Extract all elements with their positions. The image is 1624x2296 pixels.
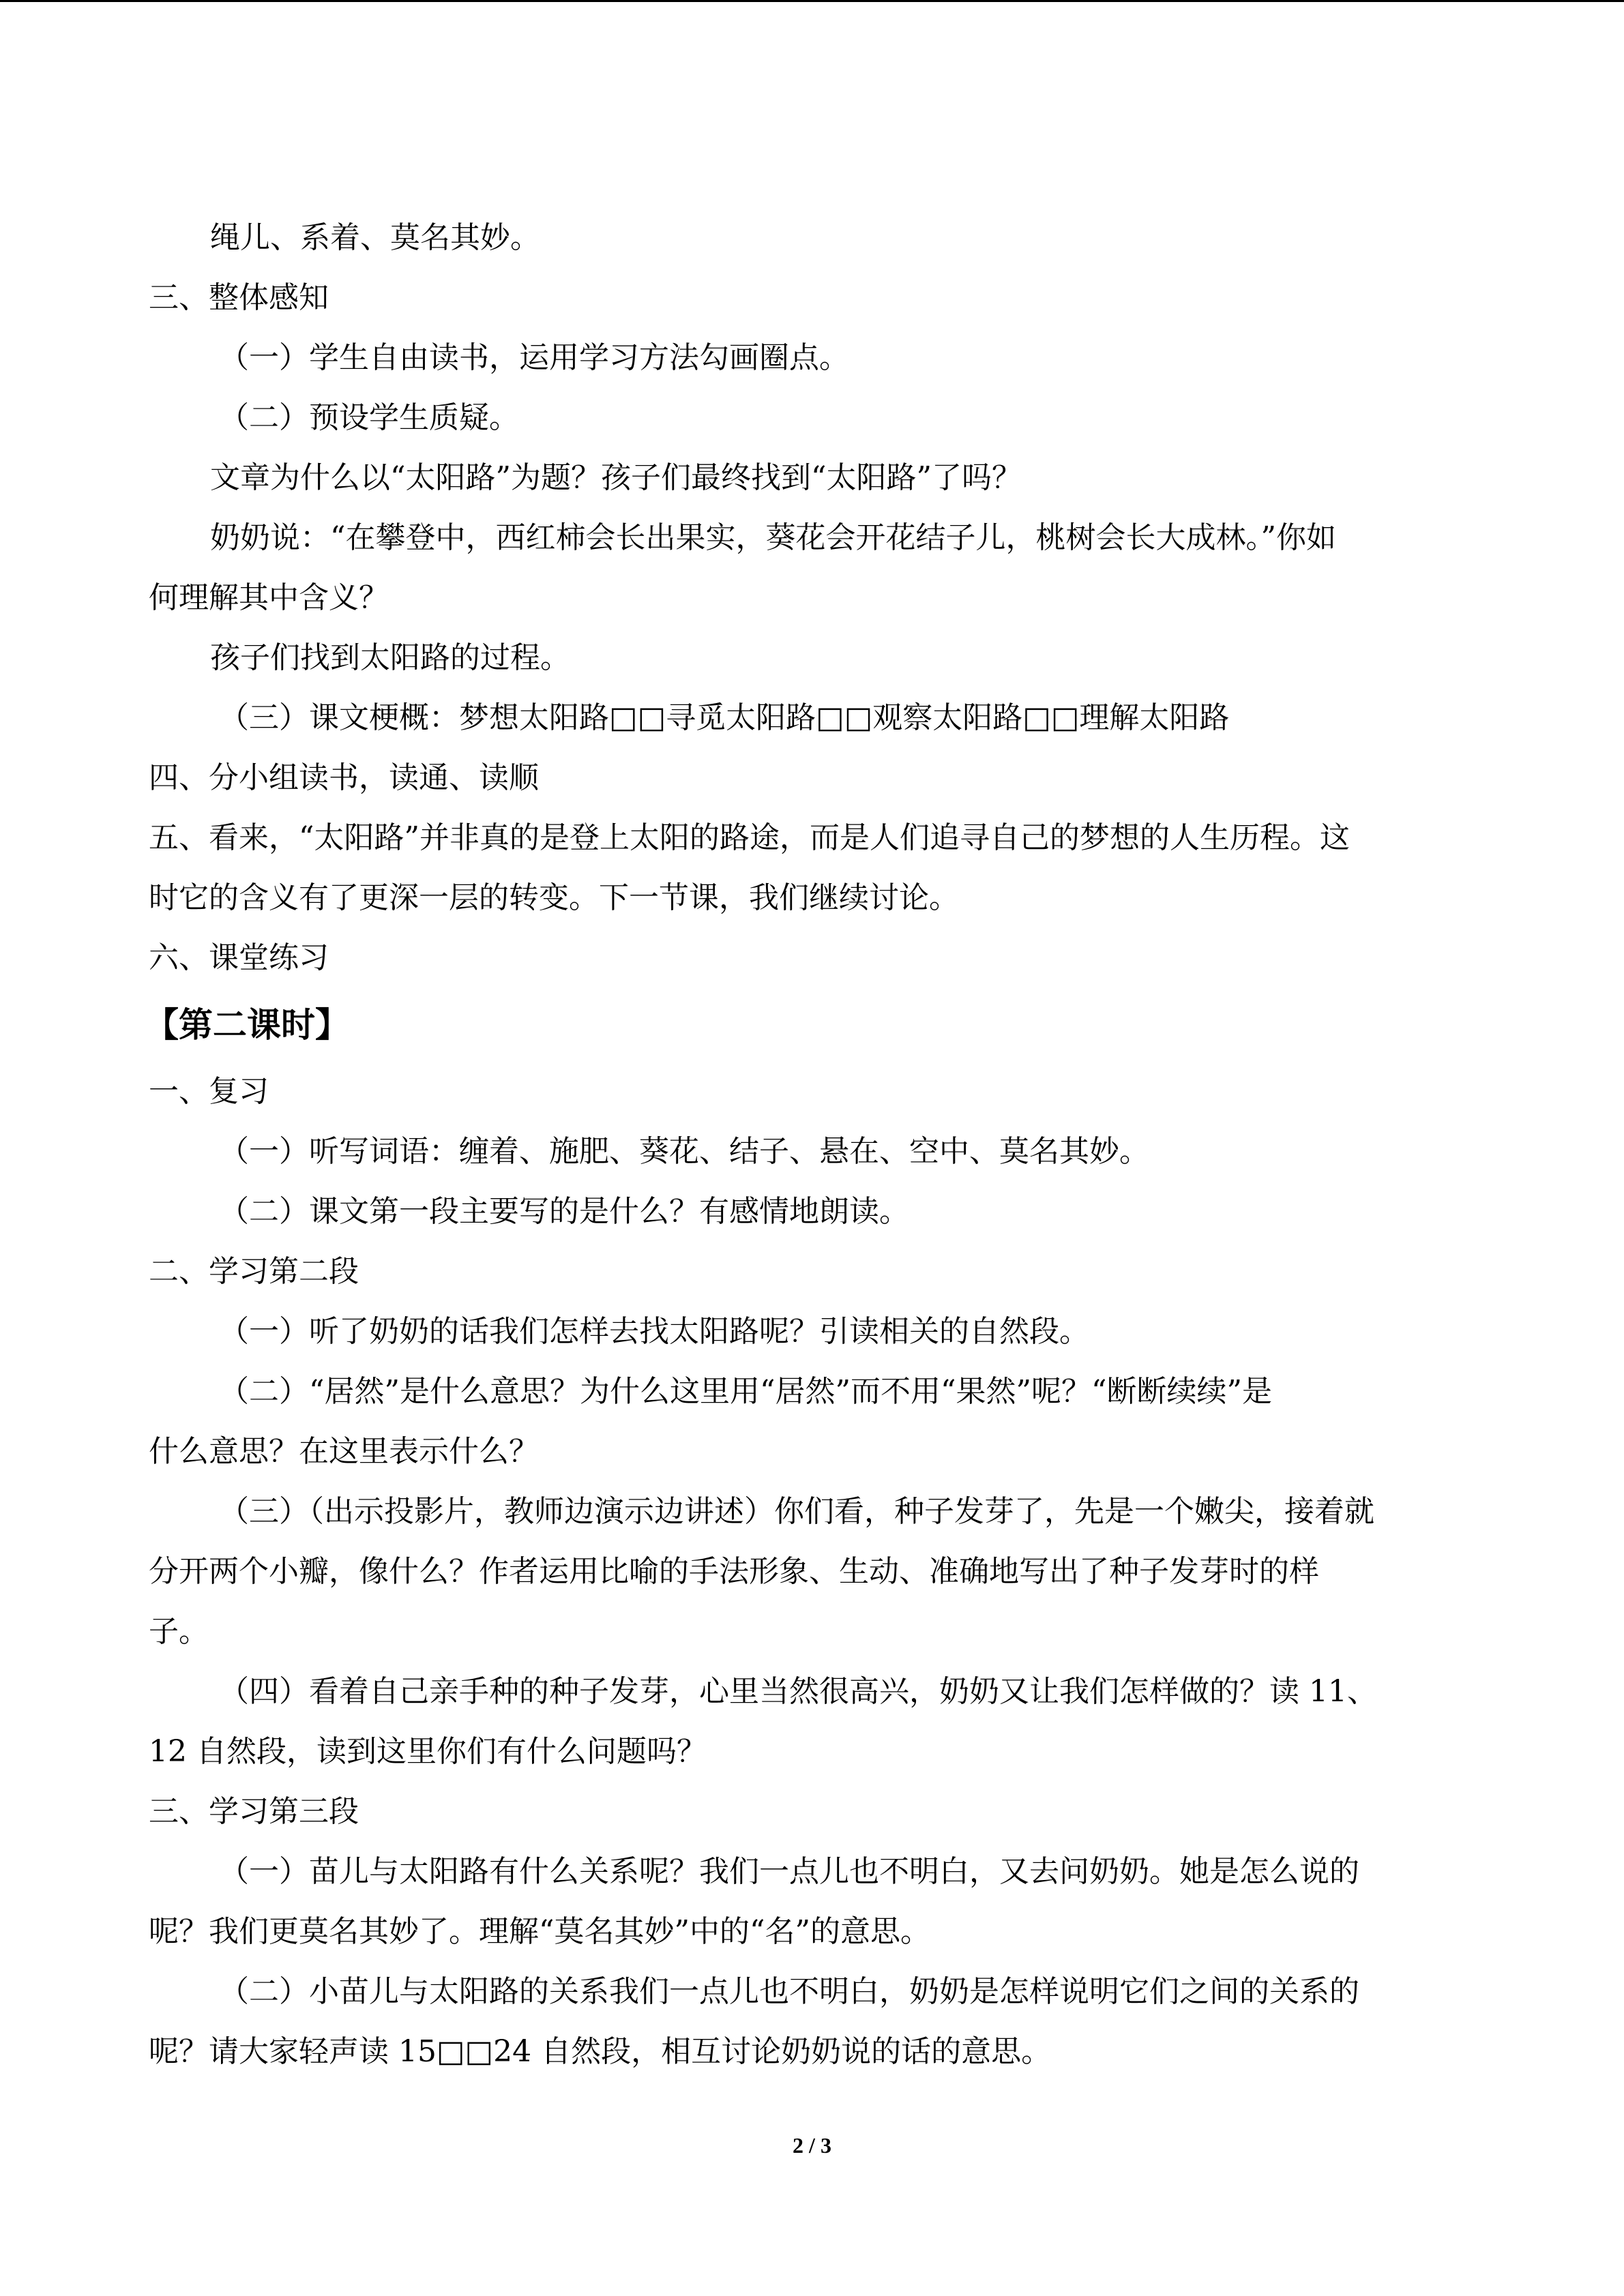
text-line: 孩子们找到太阳路的过程。 (210, 640, 570, 675)
text-line: （二）小苗儿与太阳路的关系我们一点儿也不明白，奶奶是怎样说明它们之间的关系的 (219, 1974, 1359, 2009)
text-line: （二）课文第一段主要写的是什么？有感情地朗读。 (219, 1194, 909, 1229)
section-title-3: 三、整体感知 (149, 280, 329, 315)
text-line: 呢？我们更莫名其妙了。理解“莫名其妙”中的“名”的意思。 (149, 1914, 930, 1949)
text-line: 呢？请大家轻声读 15□□24 自然段，相互讨论奶奶说的话的意思。 (149, 2034, 1052, 2069)
text-line: 分开两个小瓣，像什么？作者运用比喻的手法形象、生动、准确地写出了种子发芽时的样 (149, 1554, 1319, 1589)
text-line: 什么意思？在这里表示什么？ (149, 1434, 539, 1469)
text-line: 绳儿、系着、莫名其妙。 (210, 220, 540, 255)
text-line: （一）苗儿与太阳路有什么关系呢？我们一点儿也不明白，又去问奶奶。她是怎么说的 (219, 1854, 1359, 1889)
text-line: （一）听写词语：缠着、施肥、葵花、结子、悬在、空中、莫名其妙。 (219, 1134, 1149, 1169)
text-line: （三）（出示投影片，教师边演示边讲述）你们看，种子发芽了，先是一个嫩尖，接着就 (219, 1494, 1374, 1529)
section-title-3b: 三、学习第三段 (149, 1794, 359, 1829)
section-title-1: 一、复习 (149, 1074, 269, 1109)
page-number: 2 / 3 (793, 2133, 831, 2158)
page-top-border (0, 0, 1624, 2)
document-body (145, 208, 1475, 2082)
text-line: （二）预设学生质疑。 (219, 400, 519, 435)
section-title-5: 五、看来，“太阳路”并非真的是登上太阳的路途，而是人们追寻自己的梦想的人生历程。这 (149, 820, 1350, 855)
section-title-2: 二、学习第二段 (149, 1254, 359, 1289)
text-line: （四）看着自己亲手种的种子发芽，心里当然很高兴，奶奶又让我们怎样做的？读 11、 (219, 1674, 1377, 1709)
text-line: 奶奶说：“在攀登中，西红柿会长出果实，葵花会开花结子儿，桃树会长大成林。”你如 (210, 520, 1336, 555)
section-title-6: 六、课堂练习 (149, 940, 329, 975)
text-line: （二）“居然”是什么意思？为什么这里用“居然”而不用“果然”呢？“断断续续”是 (219, 1374, 1272, 1409)
text-line: 时它的含义有了更深一层的转变。下一节课，我们继续讨论。 (149, 880, 959, 915)
text-line: 子。 (149, 1614, 209, 1649)
text-line: （一）听了奶奶的话我们怎样去找太阳路呢？引读相关的自然段。 (219, 1314, 1089, 1349)
text-line: 12 自然段，读到这里你们有什么问题吗？ (149, 1734, 707, 1769)
text-line: 何理解其中含义？ (149, 580, 389, 615)
text-line: （三）课文梗概：梦想太阳路□□寻觅太阳路□□观察太阳路□□理解太阳路 (219, 700, 1230, 735)
text-line: （一）学生自由读书，运用学习方法勾画圈点。 (219, 340, 849, 375)
text-line: 文章为什么以“太阳路”为题？孩子们最终找到“太阳路”了吗？ (210, 460, 1022, 495)
lesson-heading: 【第二课时】 (145, 1004, 349, 1045)
section-title-4: 四、分小组读书，读通、读顺 (149, 760, 539, 795)
